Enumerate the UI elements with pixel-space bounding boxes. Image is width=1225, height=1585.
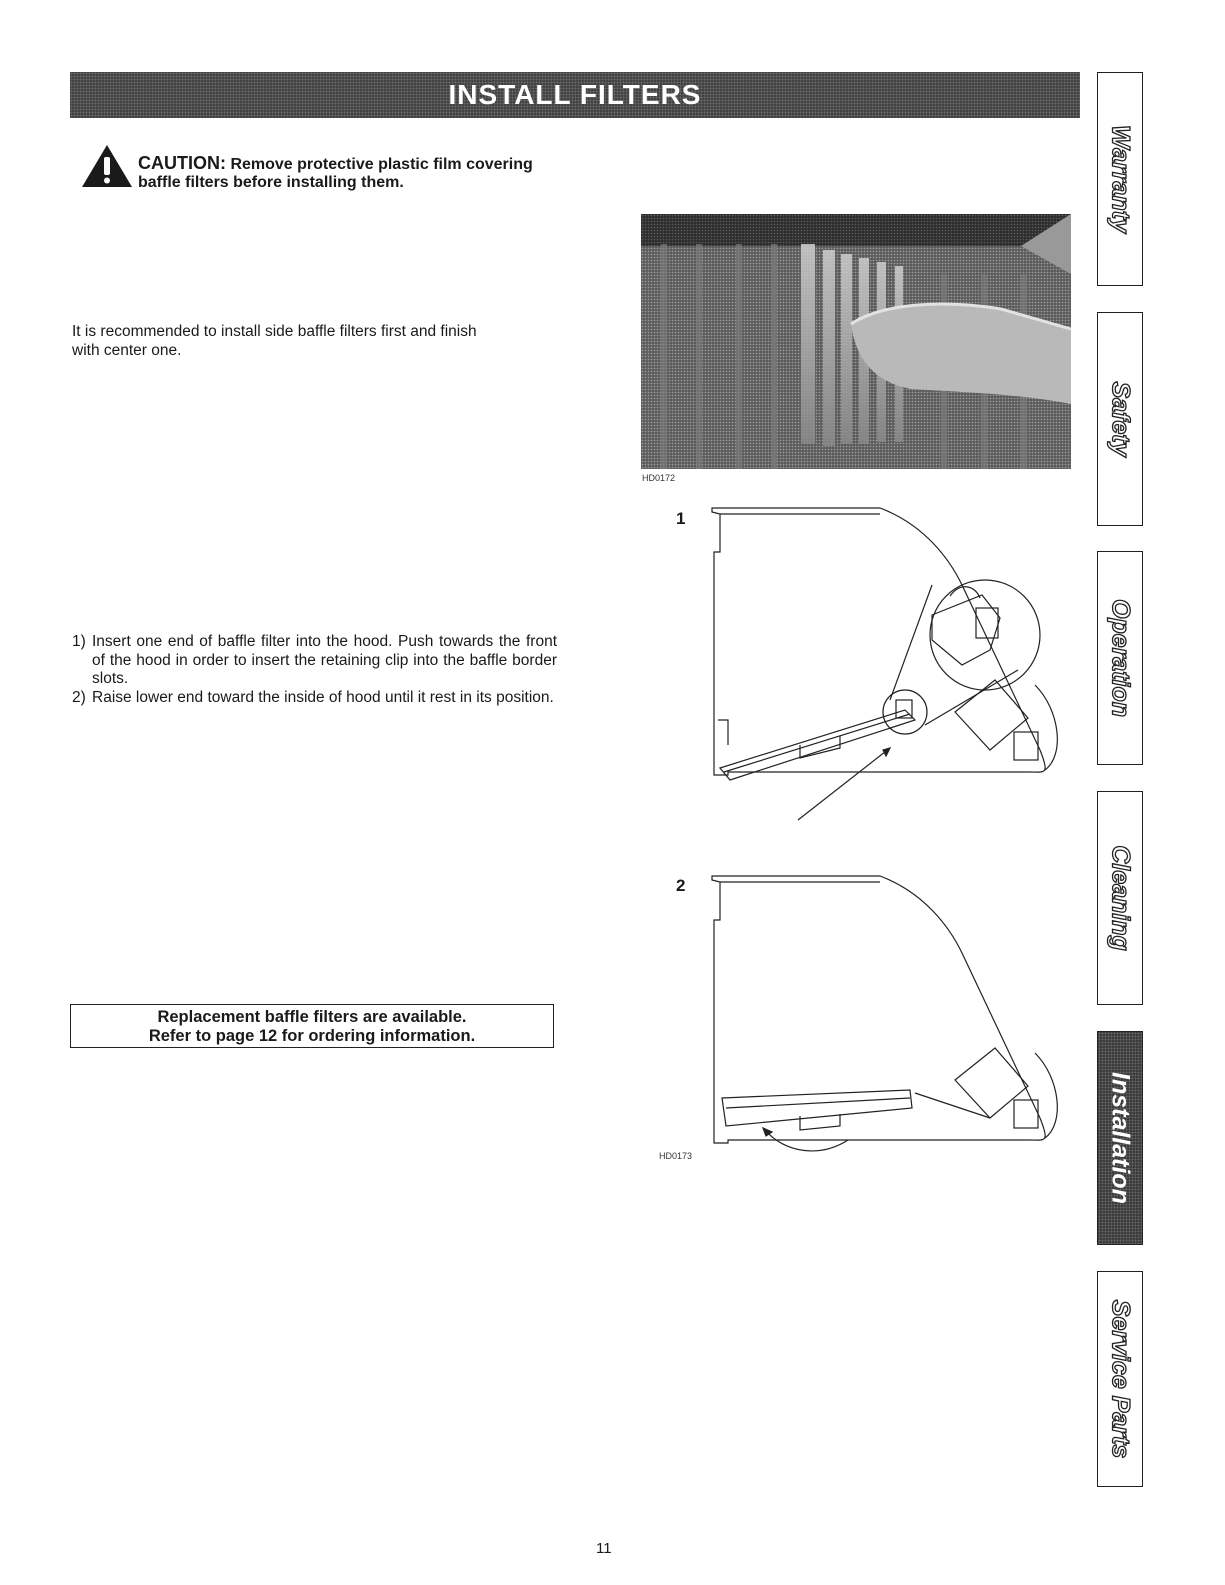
photo-reference-code: HD0172 — [642, 473, 676, 483]
tab-service-parts-label: Service Parts — [1106, 1299, 1135, 1459]
step-number: 2) — [72, 688, 86, 706]
tab-cleaning[interactable] — [1097, 791, 1143, 1005]
tab-safety[interactable] — [1097, 312, 1143, 526]
tab-installation[interactable] — [1097, 1031, 1143, 1245]
caution-text-1: Remove protective plastic film covering — [230, 156, 533, 173]
step-number: 1) — [72, 633, 86, 650]
step-item — [72, 633, 557, 689]
step-text: Insert one end of baffle filter into the hood. Push towards the front of the hood in order to insert the retaining clip into the baffle border slots. — [92, 633, 557, 687]
section-title: INSTALL FILTERS — [448, 79, 702, 110]
note-line-1: Replacement baffle filters are available. — [157, 1008, 467, 1026]
tab-cleaning-label: Cleaning — [1106, 845, 1135, 951]
tab-installation-label: Installation — [1106, 1072, 1135, 1204]
diagram-reference-code: HD0173 — [659, 1151, 693, 1161]
intro-line-1: It is recommended to install side baffle filters first and finish — [72, 323, 477, 340]
intro-paragraph — [72, 322, 557, 360]
section-title-bar — [70, 72, 1080, 118]
step-item — [72, 689, 557, 708]
filter-insertion-diagram-step-2 — [700, 868, 1080, 1168]
figure-1-label: 1 — [676, 509, 686, 528]
tab-operation-label: Operation — [1106, 598, 1135, 718]
caution-text-2: baffle filters before installing them. — [138, 174, 404, 191]
tab-warranty[interactable] — [1097, 72, 1143, 286]
note-line-2: Refer to page 12 for ordering information. — [148, 1027, 476, 1045]
filter-insertion-diagram-step-1 — [700, 500, 1080, 830]
page-number: 11 — [596, 1540, 612, 1557]
intro-line-2: with center one. — [72, 342, 182, 359]
caution-line-1 — [138, 153, 533, 174]
warning-icon — [80, 143, 134, 189]
baffle-filter-photo — [641, 214, 1071, 469]
replacement-note-box — [70, 1004, 554, 1048]
figure-2-label: 2 — [676, 876, 686, 895]
tab-operation[interactable] — [1097, 551, 1143, 765]
tab-safety-label: Safety — [1106, 381, 1135, 457]
caution-keyword: CAUTION: — [138, 153, 226, 173]
step-text: Raise lower end toward the inside of hood until it rest in its position. — [92, 688, 554, 706]
tab-service-parts[interactable] — [1097, 1271, 1143, 1487]
tab-warranty-label: Warranty — [1106, 125, 1135, 233]
install-steps — [72, 633, 557, 707]
